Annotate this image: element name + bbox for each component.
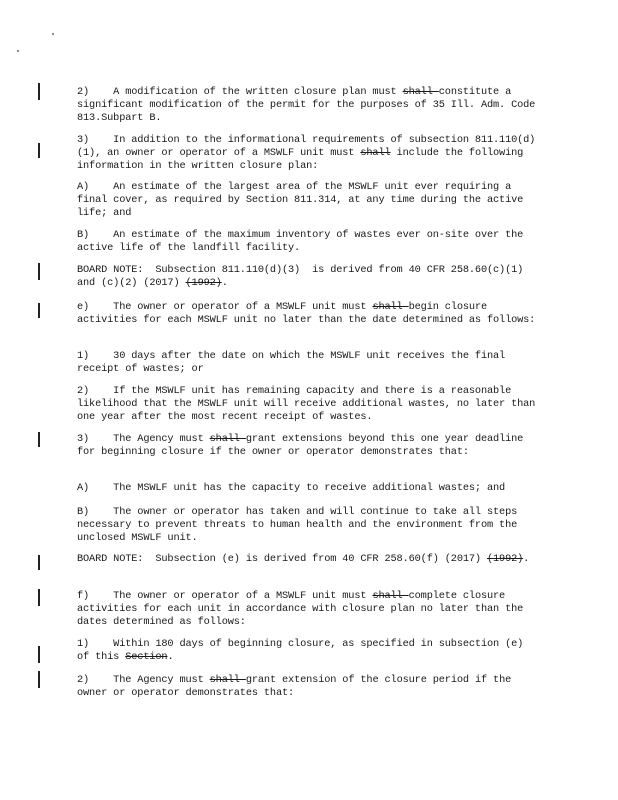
change-bar xyxy=(38,432,40,447)
text-run: f) The owner or operator of a MSWLF unit must xyxy=(77,590,373,602)
deleted-text: (1992) xyxy=(486,553,524,565)
paragraph-closure-plan-information xyxy=(77,134,539,174)
text-run: 3) In addition to the informational requirements of subsection 811.110(d)(1), an owner or operator of a MSWLF unit must xyxy=(77,134,536,160)
change-bar xyxy=(38,555,40,570)
change-bar xyxy=(38,143,40,158)
change-bar xyxy=(38,671,40,688)
scan-speck xyxy=(52,33,54,35)
text-run: A) An estimate of the largest area of the MSWLF unit ever requiring a final cover, as required by Section 811.314, at any time during the active life; and xyxy=(77,181,530,220)
text-run: B) An estimate of the maximum inventory of wastes ever on-site over the active life of the landfill facility. xyxy=(77,229,530,255)
paragraph-agency-extensions xyxy=(77,433,539,459)
deleted-text: shall xyxy=(402,86,439,98)
text-run: 2) A modification of the written closure plan must xyxy=(77,86,403,98)
deleted-text: shall xyxy=(360,147,391,160)
paragraph-capacity-condition xyxy=(77,482,539,495)
text-run: . xyxy=(167,651,174,664)
text-run: BOARD NOTE: Subsection (e) is derived from 40 CFR 258.60(f) (2017) xyxy=(77,553,487,565)
change-bar xyxy=(38,303,40,318)
deleted-text: shall xyxy=(372,301,409,313)
deleted-text: shall xyxy=(209,433,246,445)
change-bar xyxy=(38,646,40,663)
text-run: 1) Within 180 days of beginning closure, as specified in subsection (e) of this xyxy=(77,638,530,664)
deleted-text: shall xyxy=(372,590,409,602)
paragraph-begin-closure xyxy=(77,301,539,327)
text-run: 1) 30 days after the date on which the MSWLF unit receives the final receipt of wastes; or xyxy=(77,350,512,376)
text-run: constitute a significant modification of the permit for the purposes of 35 Ill. Adm. Code 813.Subpart B. xyxy=(77,86,542,125)
deleted-text: (1992) xyxy=(185,277,222,290)
text-run: complete closure activities for each unit in accordance with closure plan no later than the dates determined as follows: xyxy=(77,590,530,629)
text-run: . xyxy=(523,553,530,565)
change-bar xyxy=(38,263,40,280)
paragraph-maximum-inventory-estimate xyxy=(77,229,539,255)
paragraph-closure-period-extension xyxy=(77,674,539,700)
text-run: include the following information in the written closure plan: xyxy=(77,147,530,173)
text-run: grant extensions beyond this one year deadline for beginning closure if the owner or operator demonstrates that: xyxy=(77,433,530,459)
text-run: B) The owner or operator has taken and will continue to take all steps necessary to prevent threats to human health and the environment from the unclosed MSWLF unit. xyxy=(77,506,524,545)
paragraph-30-days xyxy=(77,350,539,376)
paragraph-remaining-capacity xyxy=(77,385,542,425)
paragraph-largest-area-estimate xyxy=(77,181,539,221)
change-bar xyxy=(38,83,40,100)
text-run: . xyxy=(221,277,228,290)
text-run: A) The MSWLF unit has the capacity to receive additional wastes; and xyxy=(77,482,506,494)
text-run: BOARD NOTE: Subsection 811.110(d)(3) is derived from 40 CFR 258.60(c)(1) and (c)(2) (2017) xyxy=(77,264,530,290)
text-run: grant extension of the closure period if the owner or operator demonstrates that: xyxy=(77,674,518,700)
text-run: 2) If the MSWLF unit has remaining capacity and there is a reasonable likelihood that the MSWLF unit will receive additional wastes, no later than one year after the most recent receipt of wastes. xyxy=(77,385,542,424)
deleted-text: shall xyxy=(209,674,246,686)
text-run: 3) The Agency must xyxy=(77,433,210,445)
text-run: 2) The Agency must xyxy=(77,674,210,686)
deleted-text: Section xyxy=(125,651,168,664)
paragraph-within-180-days xyxy=(77,638,539,664)
board-note-2 xyxy=(77,553,539,566)
change-bar xyxy=(38,589,40,606)
board-note-1 xyxy=(77,264,539,290)
text-run: begin closure activities for each MSWLF unit no later than the date determined as follows: xyxy=(77,301,536,327)
paragraph-closure-plan-modification xyxy=(77,86,542,126)
paragraph-prevent-threats xyxy=(77,506,539,546)
paragraph-complete-closure xyxy=(77,590,539,630)
text-run: e) The owner or operator of a MSWLF unit must xyxy=(77,301,373,313)
scan-speck xyxy=(17,50,19,52)
